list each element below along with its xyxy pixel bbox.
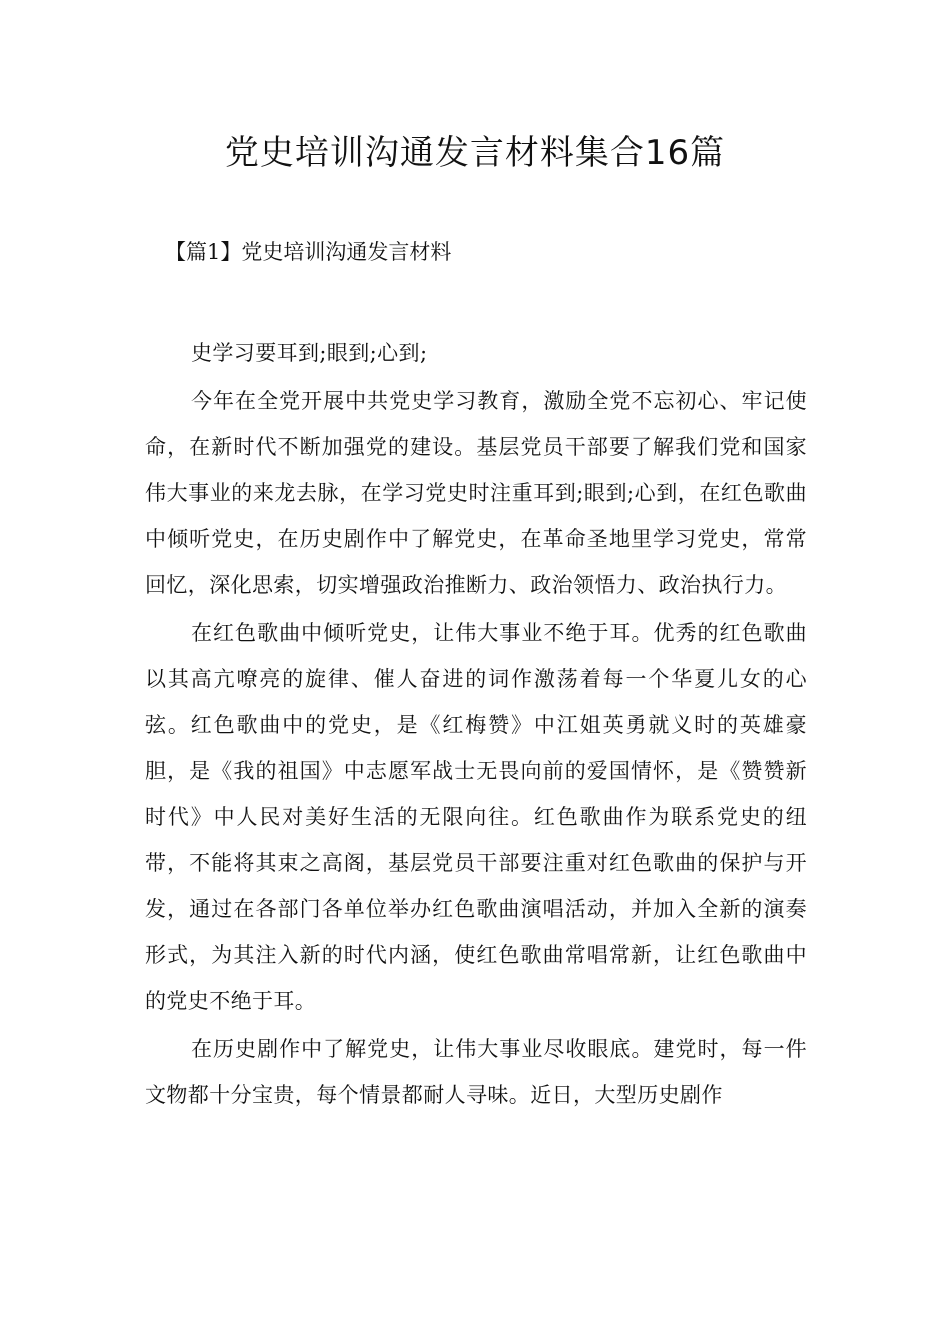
paragraph: 在历史剧作中了解党史，让伟大事业尽收眼底。建党时，每一件文物都十分宝贵，每个情景都耐人寻味。近日，大型历史剧作 (145, 1037, 807, 1107)
section-heading: 【篇1】党史培训沟通发言材料 (165, 240, 452, 264)
document-title: 党史培训沟通发言材料集合16篇 (224, 133, 726, 173)
document-body (145, 330, 807, 1118)
paragraph: 今年在全党开展中共党史学习教育，激励全党不忘初心、牢记使命，在新时代不断加强党的建设。基层党员干部要了解我们党和国家伟大事业的来龙去脉，在学习党史时注重耳到;眼到;心到，在红色歌曲中倾听党史，在历史剧作中了解党史，在革命圣地里学习党史，常常回忆，深化思索，切实增强政治推断力、政治领悟力、政治执行力。 (145, 389, 807, 597)
paragraph: 在红色歌曲中倾听党史，让伟大事业不绝于耳。优秀的红色歌曲以其高亢嘹亮的旋律、催人奋进的词作激荡着每一个华夏儿女的心弦。红色歌曲中的党史，是《红梅赞》中江姐英勇就义时的英雄豪胆，是《我的祖国》中志愿军战士无畏向前的爱国情怀，是《赞赞新时代》中人民对美好生活的无限向往。红色歌曲作为联系党史的纽带，不能将其束之高阁，基层党员干部要注重对红色歌曲的保护与开发，通过在各部门各单位举办红色歌曲演唱活动，并加入全新的演奏形式，为其注入新的时代内涵，使红色歌曲常唱常新，让红色歌曲中的党史不绝于耳。 (145, 621, 807, 1013)
paragraph: 史学习要耳到;眼到;心到; (191, 341, 428, 365)
